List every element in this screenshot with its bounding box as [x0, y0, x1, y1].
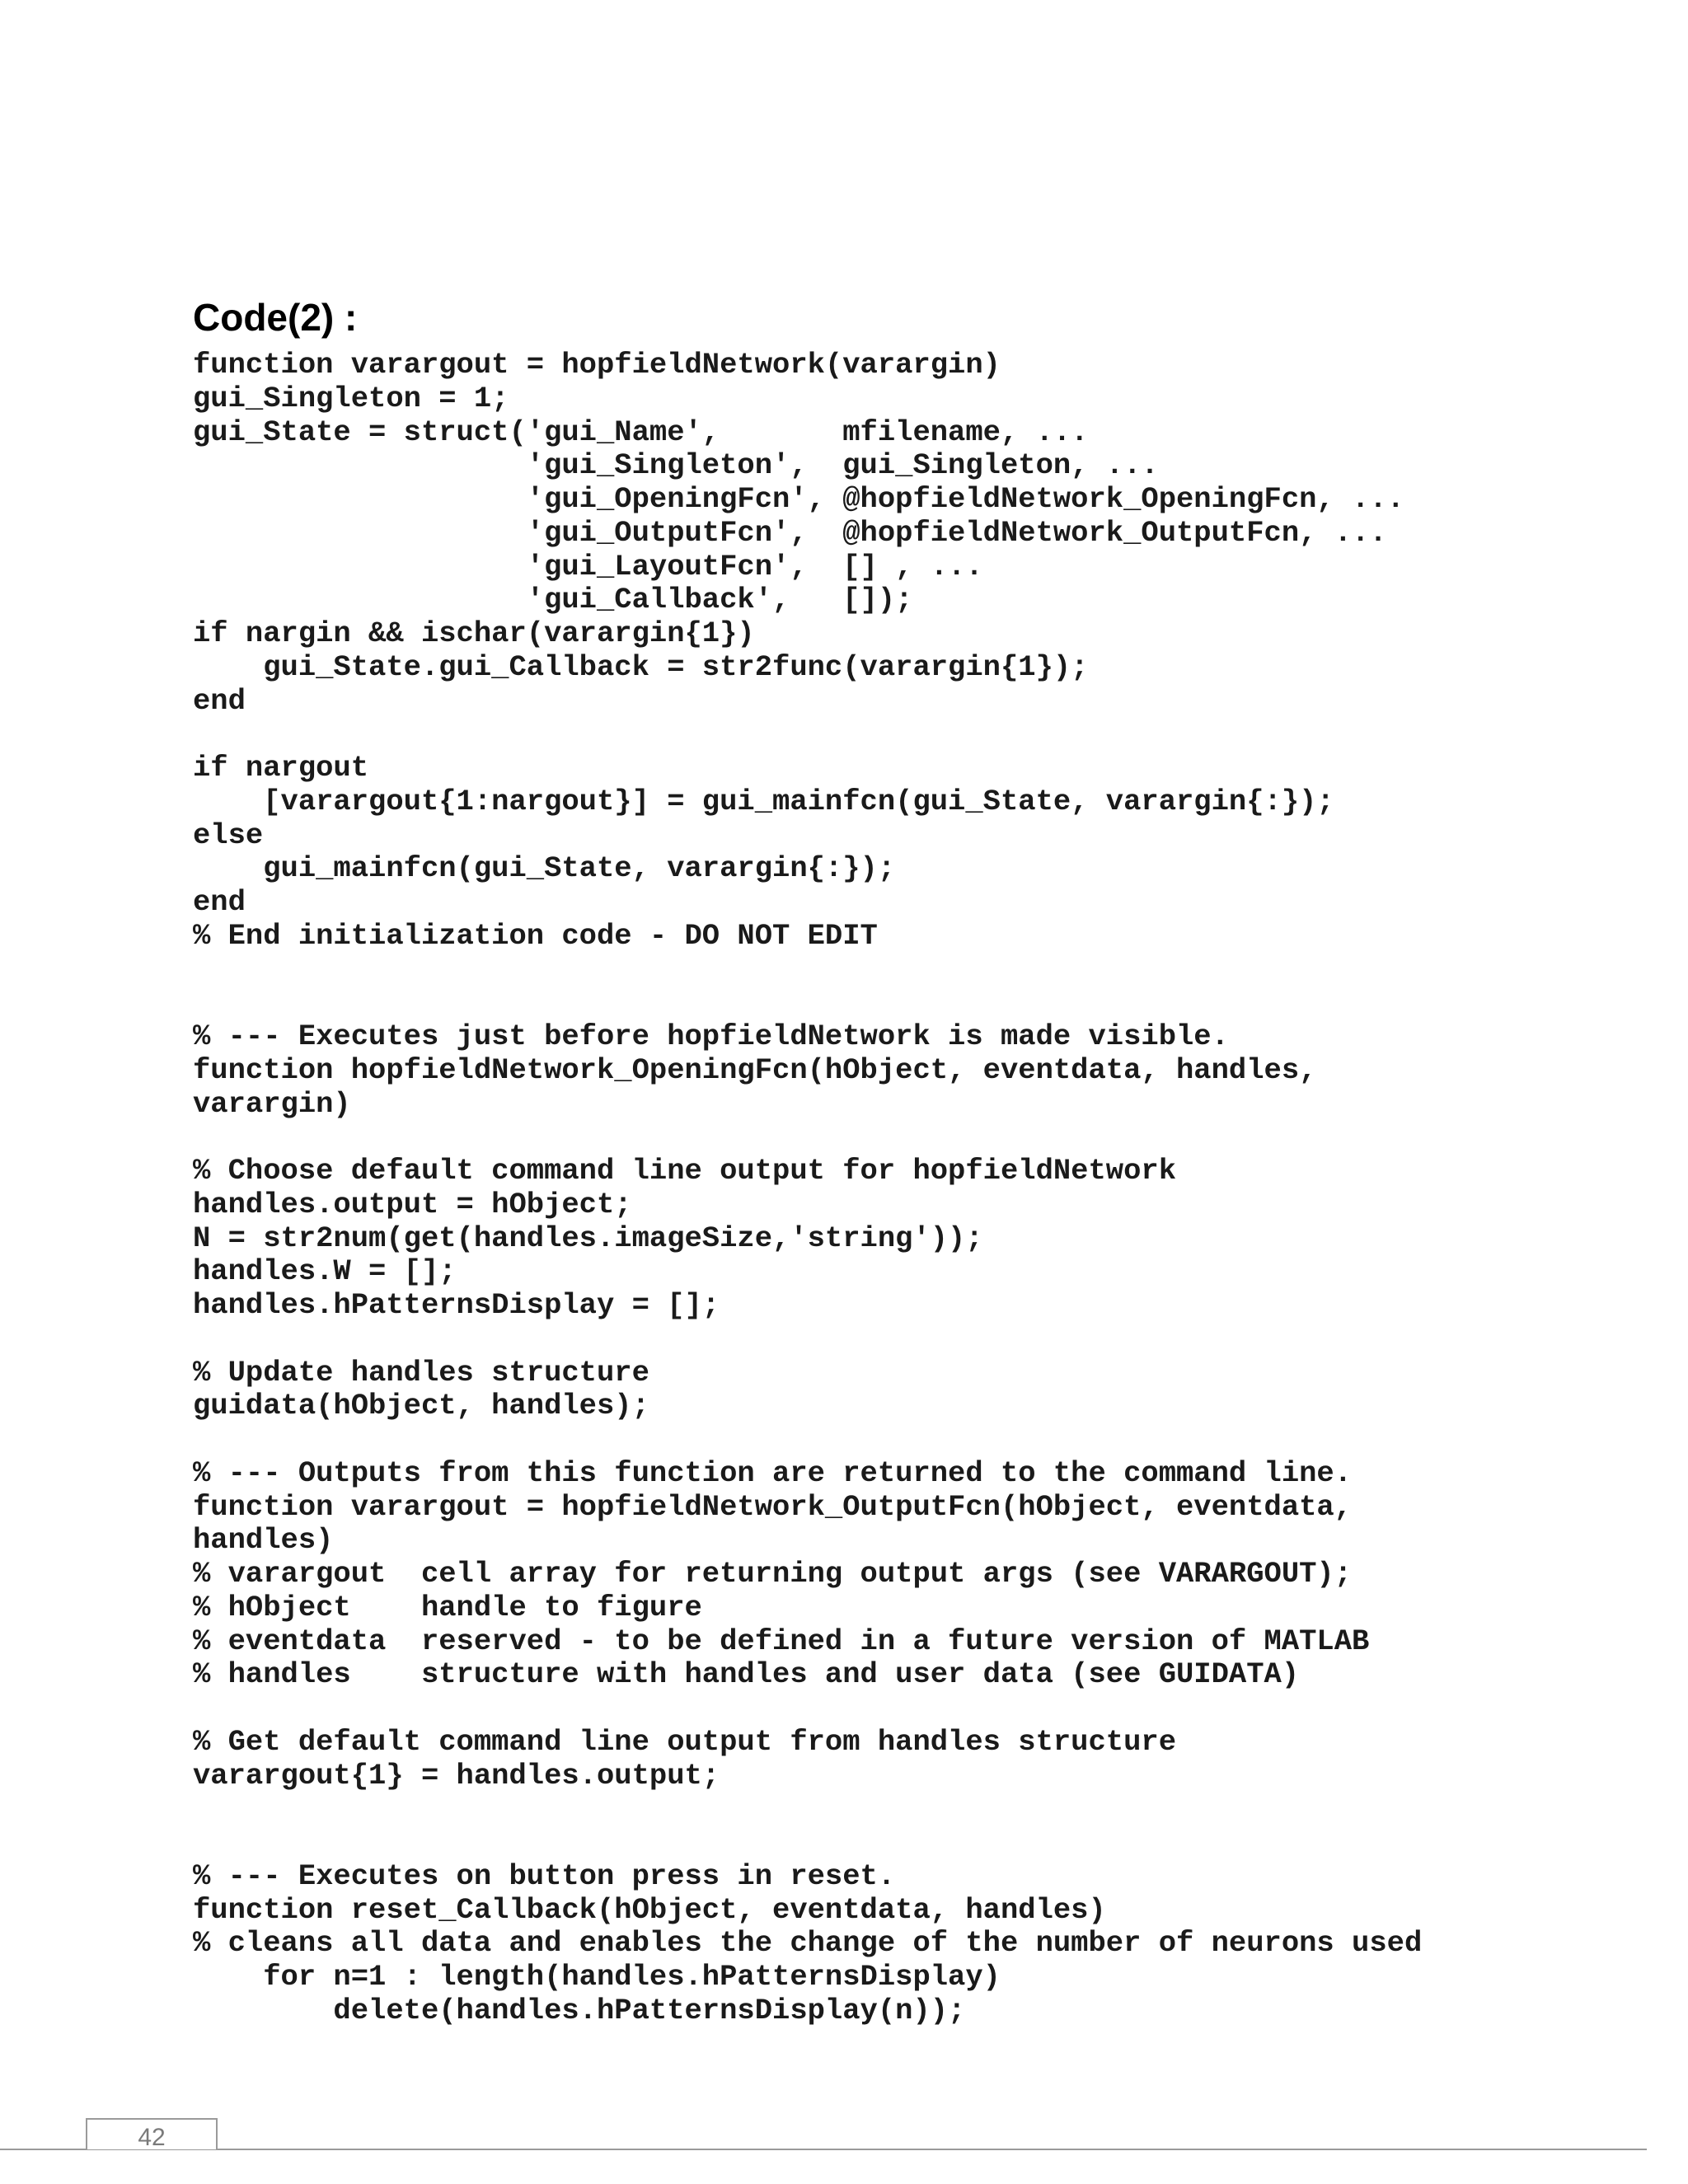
code-line: handles.output = hObject;	[193, 1187, 632, 1221]
code-line: if nargin && ischar(varargin{1})	[193, 616, 755, 650]
code-line: if nargout	[193, 751, 369, 785]
code-line: function varargout = hopfieldNetwork_OutputFcn(hObject, eventdata,	[193, 1489, 1353, 1524]
code-line: gui_State.gui_Callback = str2func(varargin{1});	[193, 649, 1089, 684]
code-line: else	[193, 818, 264, 852]
code-line: [varargout{1:nargout}] = gui_mainfcn(gui_State, varargin{:});	[193, 784, 1334, 818]
page-number: 42	[86, 2118, 218, 2149]
code-line: gui_Singleton = 1;	[193, 381, 509, 415]
code-line: handles.W = [];	[193, 1254, 457, 1289]
code-line: end	[193, 683, 246, 718]
code-line: % cleans all data and enables the change of the number of neurons used	[193, 1926, 1423, 1961]
code-line: end	[193, 885, 246, 919]
code-line: handles.hPatternsDisplay = [];	[193, 1288, 720, 1322]
code-line: varargout{1} = handles.output;	[193, 1758, 720, 1793]
code-line: % --- Outputs from this function are returned to the command line.	[193, 1455, 1353, 1490]
code-line: 'gui_Callback', []);	[193, 583, 913, 617]
code-line: gui_mainfcn(gui_State, varargin{:});	[193, 851, 896, 886]
code-line: gui_State = struct('gui_Name', mfilename, ...	[193, 415, 1089, 449]
code-line: for n=1 : length(handles.hPatternsDisplay)	[193, 1960, 1001, 1994]
code-line: function varargout = hopfieldNetwork(varargin)	[193, 348, 1001, 382]
section-heading: Code(2) :	[193, 296, 358, 339]
code-line: % Update handles structure	[193, 1355, 649, 1390]
code-listing	[193, 349, 1422, 2028]
code-line: % End initialization code - DO NOT EDIT	[193, 918, 878, 953]
code-line: varargin)	[193, 1086, 351, 1121]
code-line: function hopfieldNetwork_OpeningFcn(hObject, eventdata, handles,	[193, 1052, 1317, 1087]
code-line: % varargout cell array for returning output args (see VARARGOUT);	[193, 1557, 1353, 1591]
code-line: % Get default command line output from handles structure	[193, 1724, 1176, 1759]
code-line: 'gui_OpeningFcn', @hopfieldNetwork_OpeningFcn, ...	[193, 482, 1404, 516]
code-line: 'gui_OutputFcn', @hopfieldNetwork_OutputFcn, ...	[193, 515, 1387, 550]
code-line: % eventdata reserved - to be defined in a future version of MATLAB	[193, 1624, 1370, 1658]
code-line: N = str2num(get(handles.imageSize,'string'));	[193, 1221, 983, 1255]
code-line: % --- Executes on button press in reset.	[193, 1858, 896, 1893]
code-line: 'gui_LayoutFcn', [] , ...	[193, 549, 983, 583]
code-line: delete(handles.hPatternsDisplay(n));	[193, 1993, 966, 2027]
code-line: handles)	[193, 1523, 334, 1558]
footer-rule	[0, 2149, 1647, 2150]
code-line: 'gui_Singleton', gui_Singleton, ...	[193, 448, 1159, 483]
code-line: function reset_Callback(hObject, eventdata, handles)	[193, 1892, 1106, 1927]
code-line: % hObject handle to figure	[193, 1590, 702, 1624]
code-line: % --- Executes just before hopfieldNetwork is made visible.	[193, 1019, 1229, 1053]
code-line: % handles structure with handles and user data (see GUIDATA)	[193, 1657, 1300, 1692]
code-line: guidata(hObject, handles);	[193, 1389, 649, 1423]
code-line: % Choose default command line output for hopfieldNetwork	[193, 1154, 1176, 1188]
